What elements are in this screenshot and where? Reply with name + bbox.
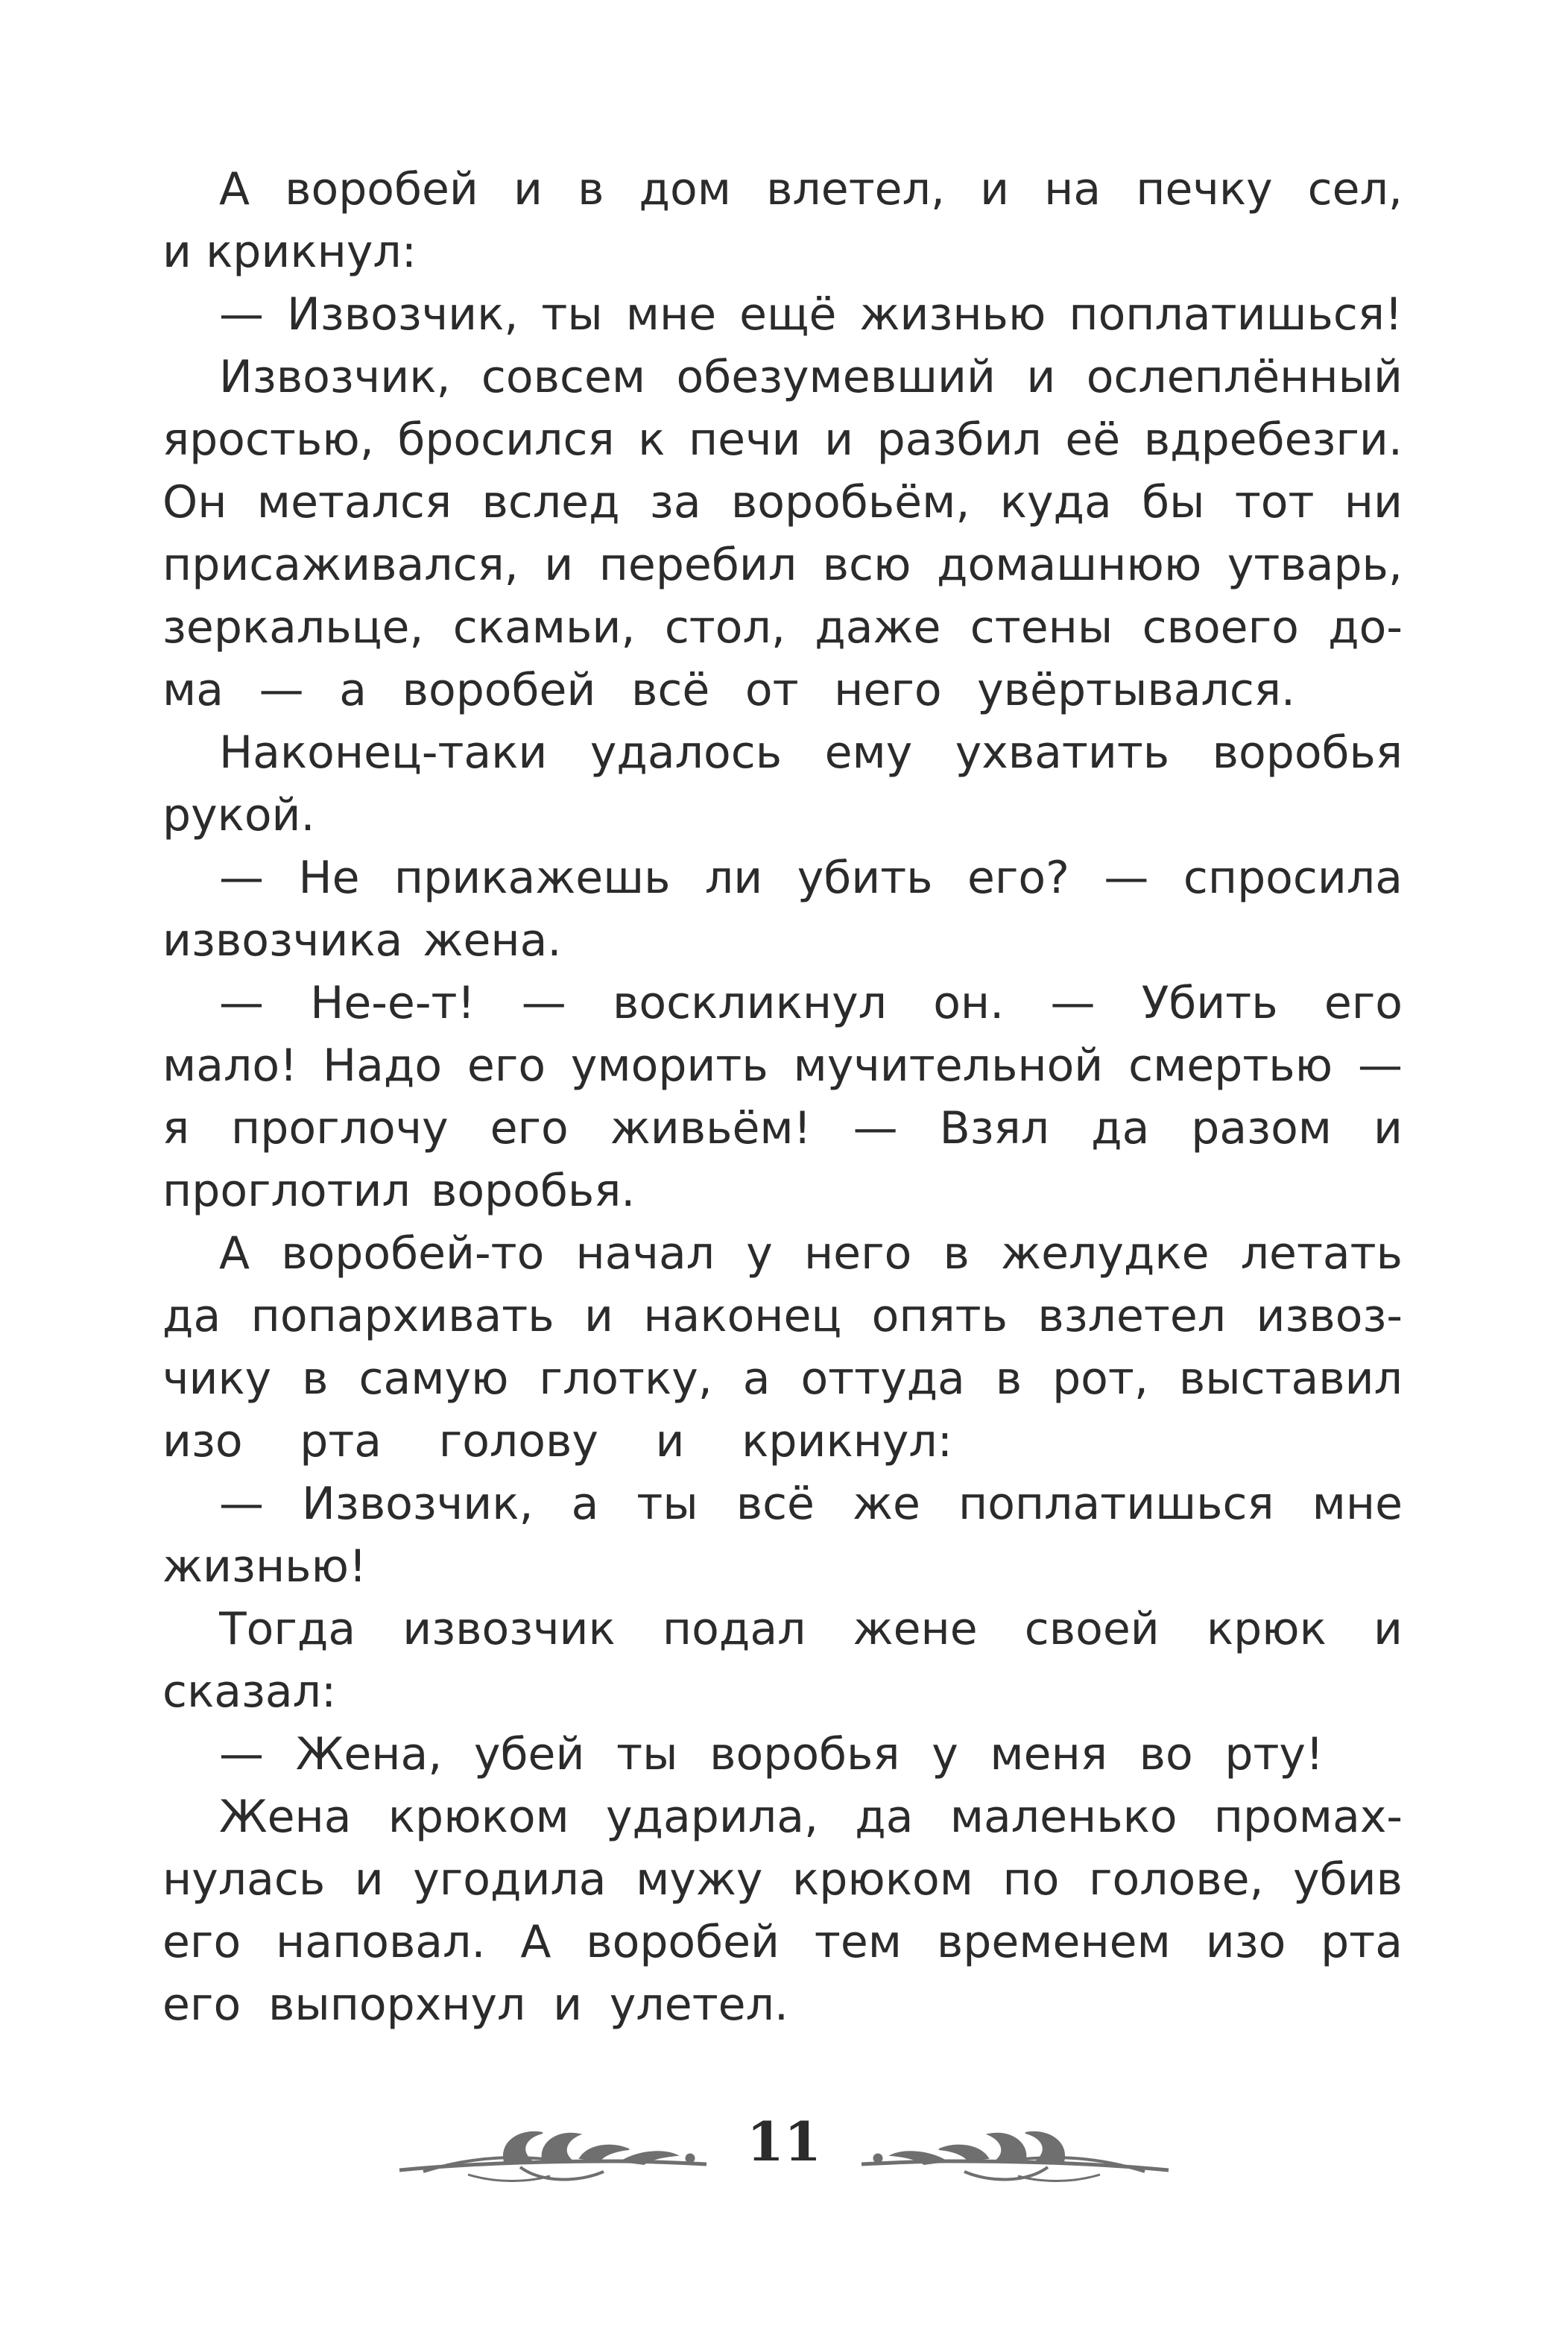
page-number: 11 <box>746 2110 822 2173</box>
text-line: Наконец-таки удалось ему ухватить воробья <box>219 727 1403 779</box>
text-line: — Жена, убей ты воробья у меня во рту! <box>219 1728 1324 1780</box>
text-line: Тогда извозчик подал жене своей крюк и <box>219 1603 1403 1655</box>
text-line: зеркальце, скамьи, стол, даже стены своего до- <box>162 601 1403 654</box>
text-line: — Извозчик, а ты всё же поплатишься мне <box>219 1478 1403 1530</box>
text-line: яростью, бросился к печи и разбил её вдребезги. <box>162 414 1403 466</box>
text-line: — Извозчик, ты мне ещё жизнью поплатишься! <box>219 288 1403 341</box>
text-line: Он метался вслед за воробьём, куда бы тот ни <box>162 476 1403 528</box>
text-line: чику в самую глотку, а оттуда в рот, выставил <box>162 1353 1403 1405</box>
text-line: я проглочу его живьём! — Взял да разом и <box>162 1102 1403 1154</box>
text-line: Жена крюком ударила, да маленько промах- <box>219 1791 1403 1843</box>
text-line: Извозчик, совсем обезумевший и ослеплённый <box>219 351 1403 403</box>
text-line: изо рта голову и крикнул: <box>162 1415 952 1467</box>
ornament-right-icon <box>847 2112 1175 2187</box>
text-line: А воробей и в дом влетел, и на печку сел, <box>219 163 1403 215</box>
text-line: его наповал. А воробей тем временем изо рта <box>162 1916 1403 1968</box>
text-line: его выпорхнул и улетел. <box>162 1979 788 2031</box>
text-line: сказал: <box>162 1666 337 1718</box>
text-line: — Не-е-т! — воскликнул он. — Убить его <box>219 977 1403 1029</box>
text-line: проглотил воробья. <box>162 1165 636 1217</box>
text-line: нулась и угодила мужу крюком по голове, убив <box>162 1853 1403 1906</box>
text-line: жизнью! <box>162 1540 367 1593</box>
text-line: ма — а воробей всё от него увёртывался. <box>162 664 1295 716</box>
text-line: да попархивать и наконец опять взлетел извоз- <box>162 1290 1403 1342</box>
text-line: — Не прикажешь ли убить его? — спросила <box>219 852 1403 904</box>
text-line: и крикнул: <box>162 226 417 278</box>
text-line: извозчика жена. <box>162 914 562 967</box>
text-line: присаживался, и перебил всю домашнюю утварь, <box>162 539 1403 591</box>
text-line: А воробей-то начал у него в желудке летать <box>219 1227 1403 1280</box>
ornament-left-icon <box>393 2112 721 2187</box>
text-line: рукой. <box>162 789 315 841</box>
page-footer <box>393 2099 1175 2195</box>
text-line: мало! Надо его уморить мучительной смертью — <box>162 1040 1403 1092</box>
